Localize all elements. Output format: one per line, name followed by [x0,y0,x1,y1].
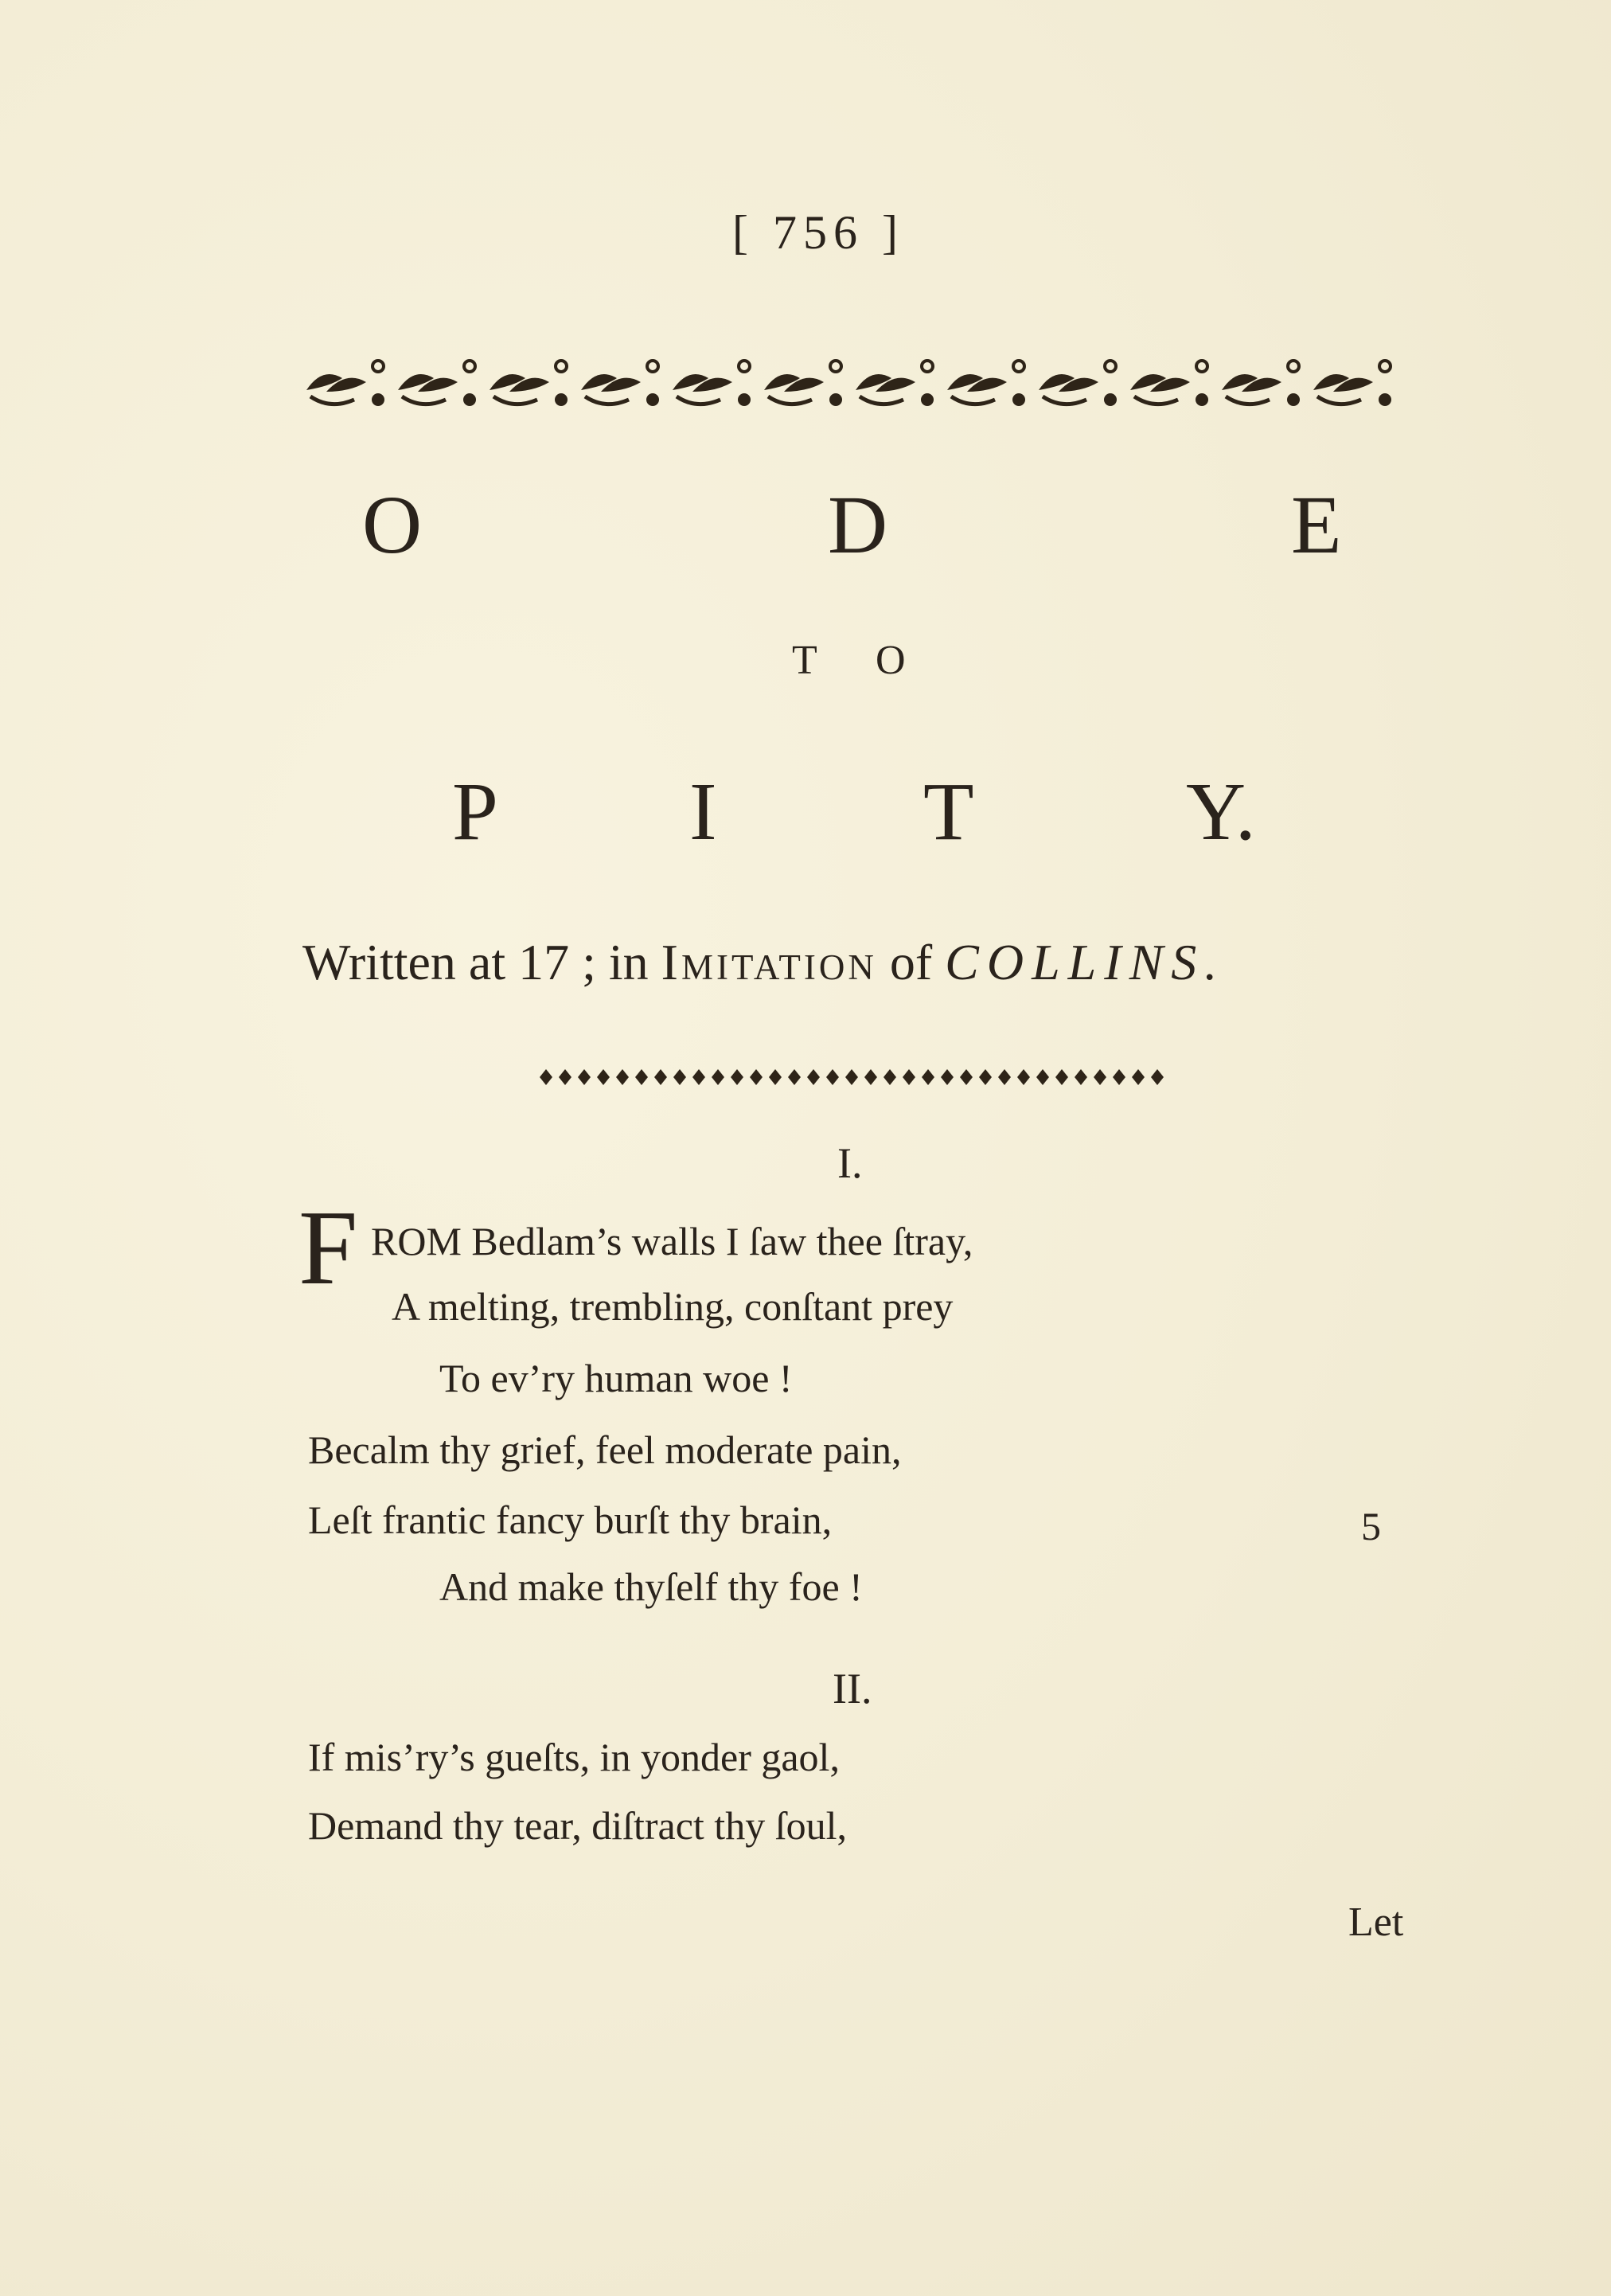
page-number: [ 756 ] [732,206,904,259]
stanza-number: II. [833,1665,872,1712]
subtitle [302,933,1225,992]
stanza-number: I. [837,1139,863,1187]
subtitle-author: COLLINS. [945,934,1226,990]
verse-line: ROM Bedlam’s walls I ſaw thee ſtray, [371,1219,973,1263]
verse-line: Becalm thy grief, feel moderate pain, [308,1427,902,1472]
verse-line: Demand thy tear, diſtract thy ſoul, [308,1803,847,1848]
verse-line: If mis’ry’s gueſts, in yonder gaol, [308,1735,840,1779]
title-letter: E [1291,479,1342,571]
subtitle-written: Written at 17 ; in [302,934,649,990]
title-pity [0,764,1611,860]
verse-line: And make thyſelf thy foe ! [439,1564,863,1609]
line-number: 5 [1361,1504,1381,1548]
catchword: Let [1348,1900,1404,1945]
verse-line: A melting, trembling, conſtant prey [392,1284,954,1329]
leaf-ornament-border [298,350,1405,414]
title-letter: O [362,479,423,571]
drop-cap: F [298,1189,358,1306]
title-ode [0,478,1611,573]
title-letter: P [452,766,498,857]
verse-line: To ev’ry human woe ! [439,1356,793,1400]
fleuron-divider [535,1063,1168,1091]
title-letter: O [876,638,906,683]
title-letter: Y. [1186,766,1256,857]
title-letter: D [828,479,888,571]
title-letter: T [923,766,974,857]
verse-line: Leſt frantic fancy burſt thy brain, [308,1497,833,1542]
subtitle-of: of [889,934,933,990]
title-letter: I [689,766,717,857]
title-letter: T [792,638,817,683]
subtitle-imitation: Imitation [661,934,877,990]
title-to [0,637,1611,732]
